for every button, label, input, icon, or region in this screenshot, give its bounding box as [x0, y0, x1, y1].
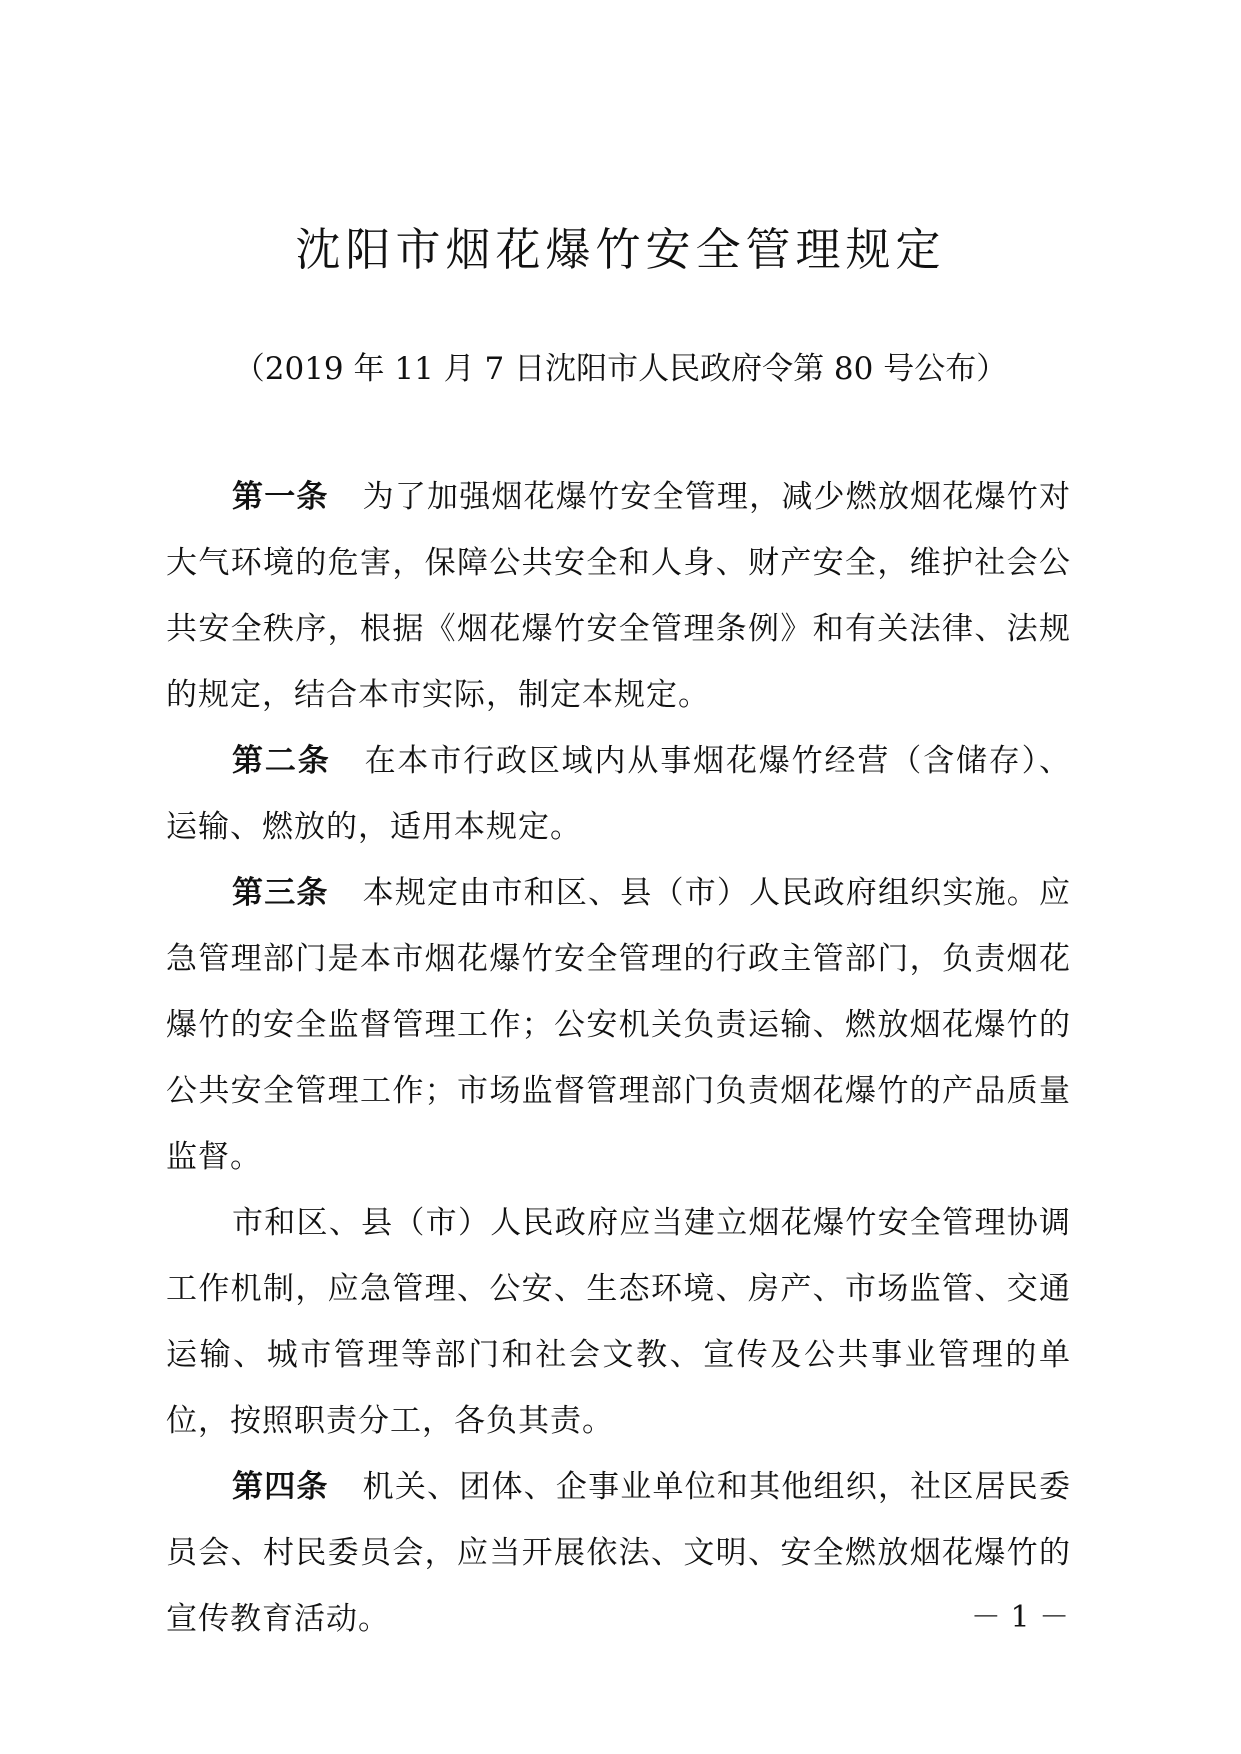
page-number: － 1 －: [970, 1600, 1070, 1635]
document-subtitle: （2019 年 11 月 7 日沈阳市人民政府令第 80 号公布）: [233, 351, 1008, 387]
paragraph-text: 市和区、县（市）人民政府应当建立烟花爆竹安全管理协调工作机制，应急管理、公安、生态环境、房产、市场监管、交通运输、城市管理等部门和社会文教、宣传及公共事业管理的单位，按照职责分工，各负其责。: [166, 1205, 1071, 1439]
paragraph-text: 机关、团体、企事业单位和其他组织，社区居民委员会、村民委员会，应当开展依法、文明、安全燃放烟花爆竹的宣传教育活动。: [166, 1469, 1071, 1637]
paragraph-article-3: [166, 860, 1071, 1190]
article-number: 第一条: [232, 479, 329, 515]
article-number: 第二条: [232, 743, 331, 779]
paragraph-text: 在本市行政区域内从事烟花爆竹经营（含储存）、运输、燃放的，适用本规定。: [166, 743, 1071, 845]
paragraph-article-1: [166, 464, 1071, 728]
article-number: 第四条: [232, 1469, 329, 1505]
document-body: [166, 464, 1071, 1652]
paragraph-article-2: [166, 728, 1071, 860]
document-title: 沈阳市烟花爆竹安全管理规定: [295, 223, 946, 276]
paragraph-text: 本规定由市和区、县（市）人民政府组织实施。应急管理部门是本市烟花爆竹安全管理的行政主管部门，负责烟花爆竹的安全监督管理工作；公安机关负责运输、燃放烟花爆竹的公共安全管理工作；市场监督管理部门负责烟花爆竹的产品质量监督。: [166, 875, 1071, 1175]
paragraph-article-4: [166, 1454, 1071, 1652]
paragraph-article-3-continued: [166, 1190, 1071, 1454]
paragraph-text: 为了加强烟花爆竹安全管理，减少燃放烟花爆竹对大气环境的危害，保障公共安全和人身、财产安全，维护社会公共安全秩序，根据《烟花爆竹安全管理条例》和有关法律、法规的规定，结合本市实际，制定本规定。: [166, 479, 1071, 713]
article-number: 第三条: [232, 875, 329, 911]
